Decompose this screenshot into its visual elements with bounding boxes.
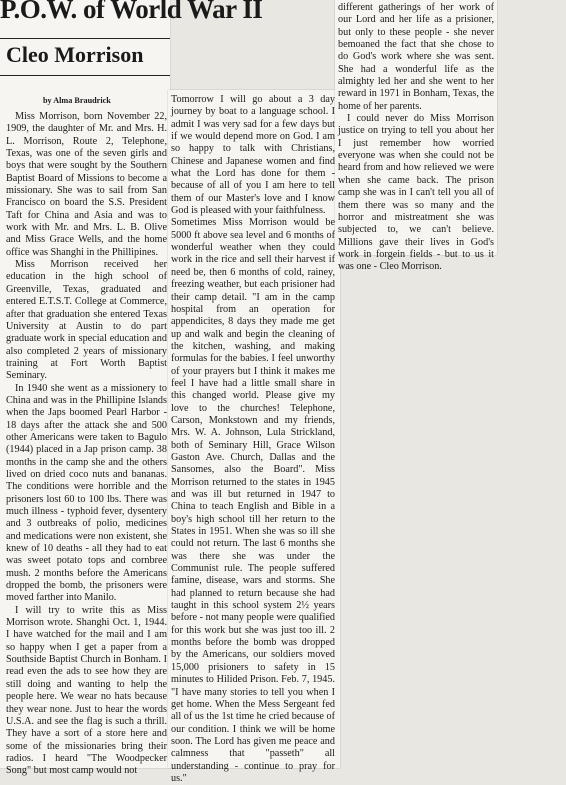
article-column-1 xyxy=(6,111,167,778)
column-2-paragraph: Sometimes Miss Morrison would be 5000 ft above sea level and 6 months of wonderful weather when they could work in the rice and sell their harvest if need be, then 6 months of cold, rainey, freezing weather, but each prisioner had their camp detail. "I am in the camp hospital from an operation for appendicites, 8 days they made me get up and walk and begin the cleaning of the kitchen, washing, and making formulas for the babies. I feel unworthy of your prayers but I think it makes me feel I have had a little small share in this changed world. Please give my love to the churches! Telephone, Carson, Monkstown and my friends, Mrs. W. A. Johnson, Lula Strickland, both of Seminary Hill, Grace Wilson Gaston Ave. Church, Dallas and the Sansomes, also the Board". Miss Morrison returned to the states in 1945 and was ill but returned in 1947 to China to teach English and Bible in a boy's high school till her return to the States in 1951. When she was so ill she could not return. The last 6 months she was there she was under the Communist rule. The people suffered famine, disease, wars and storms. She had planned to return because she had taught in this school system 2½ years before - not many people were qualified for this work but she was just too ill. 2 months before the bomb was dropped by the Americans, our soldiers moved 15,000 prisioners to safety in 15 minutes to Hilided Prison. Feb. 7, 1945. "I have many stories to tell you when I get home. When the Mess Sergeant fed all of us the 1st time he cried because of our condition. I think we will be home soon. The Lord has given me peace and calmness that "passeth" all understanding - continue to pray for us." xyxy=(171,217,335,784)
column-1-paragraph: Miss Morrison received her education in the high school of Greenville, Texas, graduated and entered E.T.S.T. College at Commerce, after that graduation she entered Texas University at Austin to do part graduate work in special education and also completed 2 years of missionary training at Fort Worth Baptist Seminary. xyxy=(6,259,167,382)
article-clipping-right xyxy=(335,0,497,273)
column-2-paragraph: Tomorrow I will go about a 3 day journey by boat to a language school. I admit I was very sad for a few days but if we would depend more on God. I am so happy to talk with Christians, Chinese and Japanese women and find what the Lord has done for them - because of all of you I am here to tell them of our Master's love and I know God is pleased with your faithfulness. xyxy=(171,94,335,217)
byline: by Alma Braudrick xyxy=(43,96,111,105)
column-1-paragraph: Miss Morrison, born November 22, 1909, the daughter of Mr. and Mrs. H. L. Morrison, Route 2, Telephone, Texas, was one of the seven girls and boys that were sought by the Southern Baptist Board of Missions to become a missionary. She was to sail from San Francisco on board the S.S. President Taft for China and Asia and was to work with Mr. and Mrs. L. B. Olive and Miss Grace Wells, and the home office was Shanghi in the Phillipines. xyxy=(6,111,167,258)
column-1-paragraph: In 1940 she went as a missionery to China and was in the Phillipine Islands when the Japs boomed Pearl Harbor - 18 days after the attack she and 500 other Americans were taken to Bagulo (1944) placed in a Jap prison camp. 38 months in the camp she and the others lived on dried coco nuts and bananas. The conditions were horrible and the prisoners lost 60 to 100 lbs. There was much illness - typhoid fever, dysentery and 3 outbreaks of polio, medicines and medications were non existent, she knew of 10 deaths - all they had to eat was sweet potato tops and cornbree mush. 2 months before the Americans dropped the bomb, the prisoners were moved farther into Manilo. xyxy=(6,382,167,604)
article-clipping-middle xyxy=(168,90,340,784)
article-column-3 xyxy=(338,2,494,274)
subject-name: Cleo Morrison xyxy=(6,42,144,67)
headline: P.O.W. of World War II xyxy=(0,0,263,24)
article-column-2 xyxy=(171,94,335,785)
column-3-paragraph: I could never do Miss Morrison justice on trying to tell you about her I just remember how worried everyone was when she could not be heard from and how relieved we were when she came back. The prison camp she was in I can't tell you all of them there was so many and the horror and mistreatment she was subjected to, we can't believe. Millions gave their lives in God's work in forgein fields - but to us it was one - Cleo Morrison. xyxy=(338,113,494,273)
column-1-paragraph: I will try to write this as Miss Morrison wrote. Shanghi Oct. 1, 1944. I have watched for the mail and I am so happy when I get a paper from a Southside Baptist Church in Bonham. I read even the ads to see how they are still doing and wanting to help the people here. We wear no hats because they wear none. Just to hear the words U.S.A. and see the flag is such a thrill. They have a sort of a store here and some of the missionaries bring their radios. I heard "The Woodpecker Song" but most camp would not xyxy=(6,604,167,777)
column-3-paragraph: different gatherings of her work of our Lord and her life as a prisioner, but only to these people - she never bemoaned the fact that she chose to do God's work where she was sent. She had a wonderful life as the almighty led her and she went to her reward in 1971 in Bonham, Texas, the home of her parents. xyxy=(338,2,494,112)
name-rule xyxy=(0,75,170,76)
headline-rule xyxy=(0,38,170,39)
